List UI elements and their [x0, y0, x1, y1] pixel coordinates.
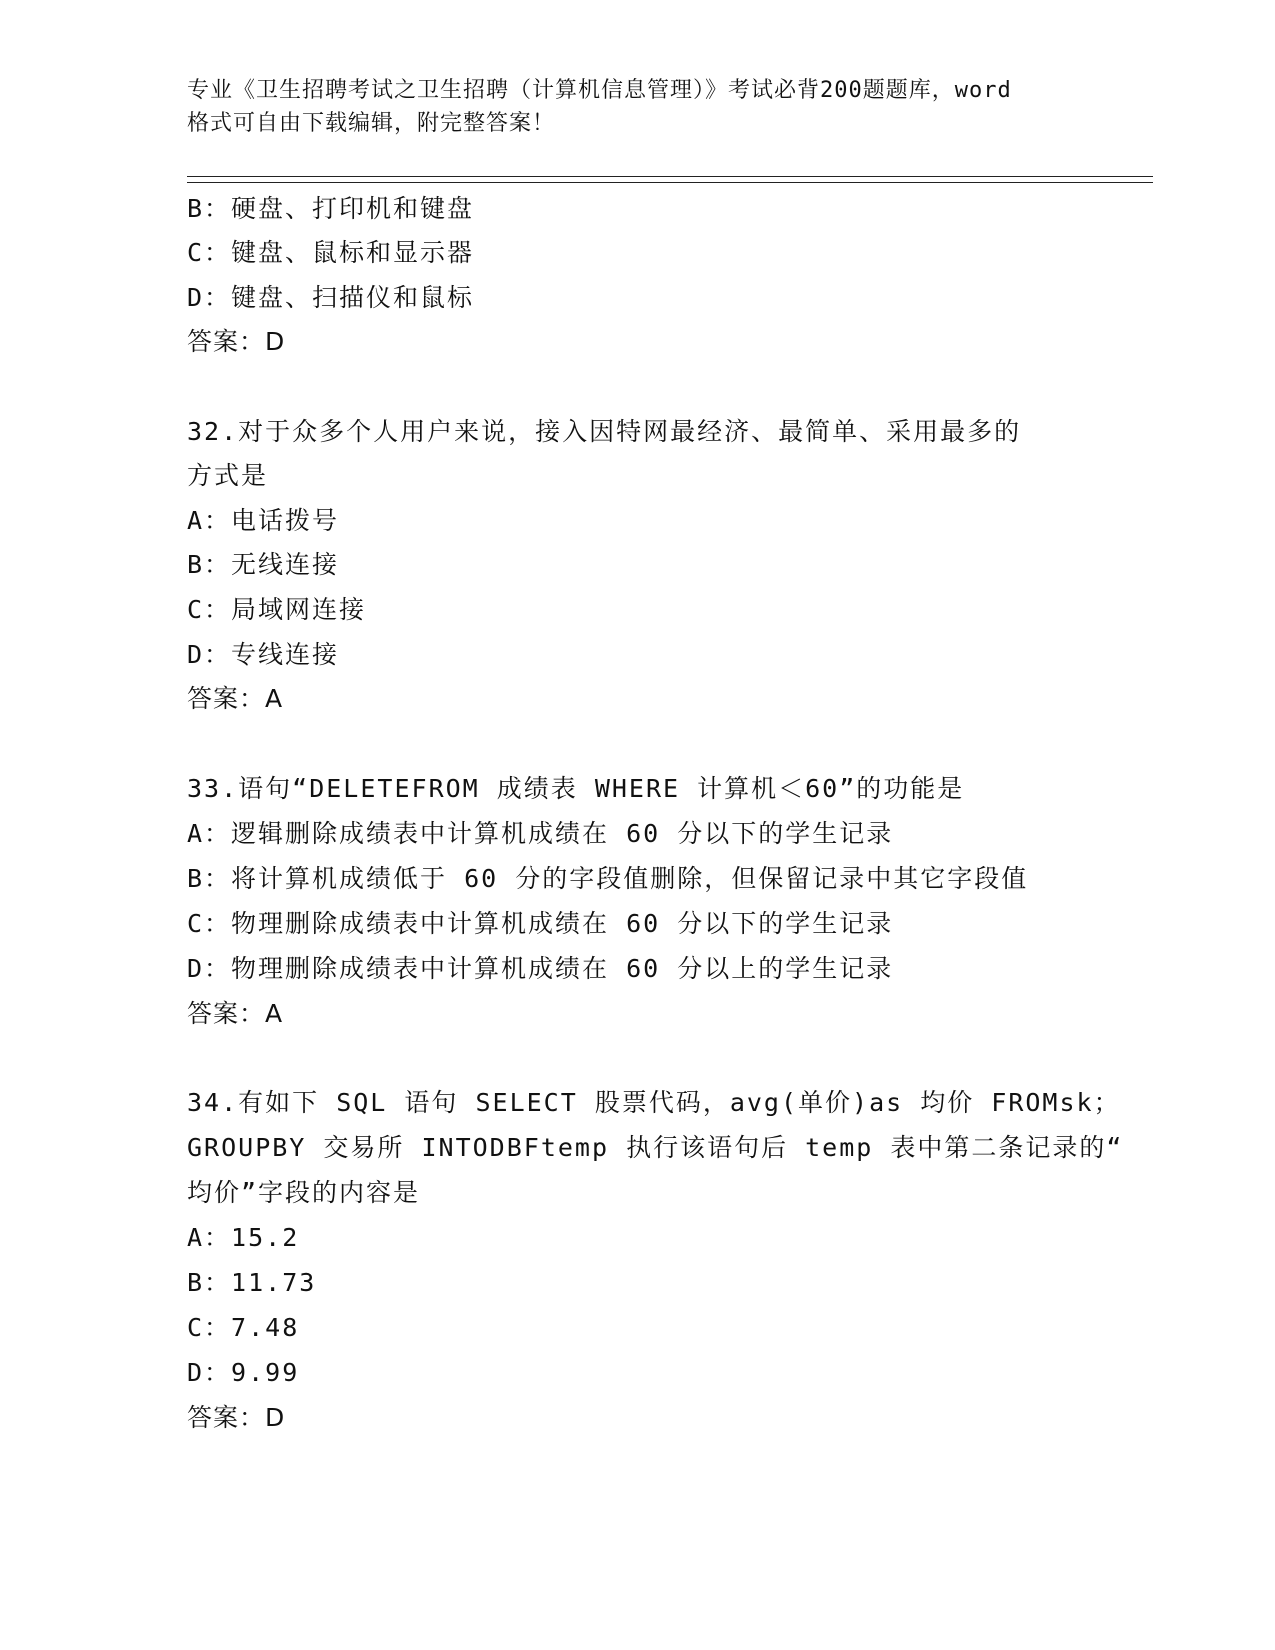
q31-option-c: C：键盘、鼠标和显示器 [187, 238, 475, 267]
header-line-1: 专业《卫生招聘考试之卫生招聘（计算机信息管理）》考试必背200题题库，word [187, 78, 1012, 103]
q33-option-d: D：物理删除成绩表中计算机成绩在 60 分以上的学生记录 [187, 954, 894, 983]
header-line-2: 格式可自由下载编辑，附完整答案！ [187, 111, 556, 136]
q33-answer: 答案：A [187, 999, 284, 1028]
q34-option-a: A：15.2 [187, 1223, 300, 1252]
document-header [187, 74, 1087, 140]
q31-option-b: B：硬盘、打印机和键盘 [187, 194, 475, 223]
q34-stem-line-2: GROUPBY 交易所 INTODBFtemp 执行该语句后 temp 表中第二条记录的“ [187, 1133, 1124, 1162]
q34-answer: 答案：D [187, 1403, 286, 1432]
q34-option-b: B：11.73 [187, 1268, 317, 1297]
header-divider-bottom [187, 182, 1153, 183]
q34-stem-line-3: 均价”字段的内容是 [187, 1178, 421, 1207]
q34-stem-line-1: 34.有如下 SQL 语句 SELECT 股票代码，avg(单价)as 均价 FROMsk； [187, 1088, 1121, 1117]
q34-option-d: D：9.99 [187, 1358, 300, 1387]
q32-option-a: A：电话拨号 [187, 506, 340, 535]
q32-stem-line-1: 32.对于众多个人用户来说，接入因特网最经济、最简单、采用最多的 [187, 417, 1022, 446]
q33-option-a: A：逻辑删除成绩表中计算机成绩在 60 分以下的学生记录 [187, 819, 894, 848]
q32-option-d: D：专线连接 [187, 640, 340, 669]
q32-option-b: B：无线连接 [187, 550, 340, 579]
q31-answer: 答案：D [187, 327, 286, 356]
q33-option-b: B：将计算机成绩低于 60 分的字段值删除，但保留记录中其它字段值 [187, 864, 1029, 893]
q32-answer: 答案：A [187, 684, 284, 713]
q32-option-c: C：局域网连接 [187, 595, 367, 624]
q34-option-c: C：7.48 [187, 1313, 300, 1342]
q32-stem-line-2: 方式是 [187, 461, 269, 490]
header-divider-top [187, 176, 1153, 177]
q33-option-c: C：物理删除成绩表中计算机成绩在 60 分以下的学生记录 [187, 909, 894, 938]
q33-stem-line-1: 33.语句“DELETEFROM 成绩表 WHERE 计算机＜60”的功能是 [187, 774, 965, 803]
q31-option-d: D：键盘、扫描仪和鼠标 [187, 283, 475, 312]
